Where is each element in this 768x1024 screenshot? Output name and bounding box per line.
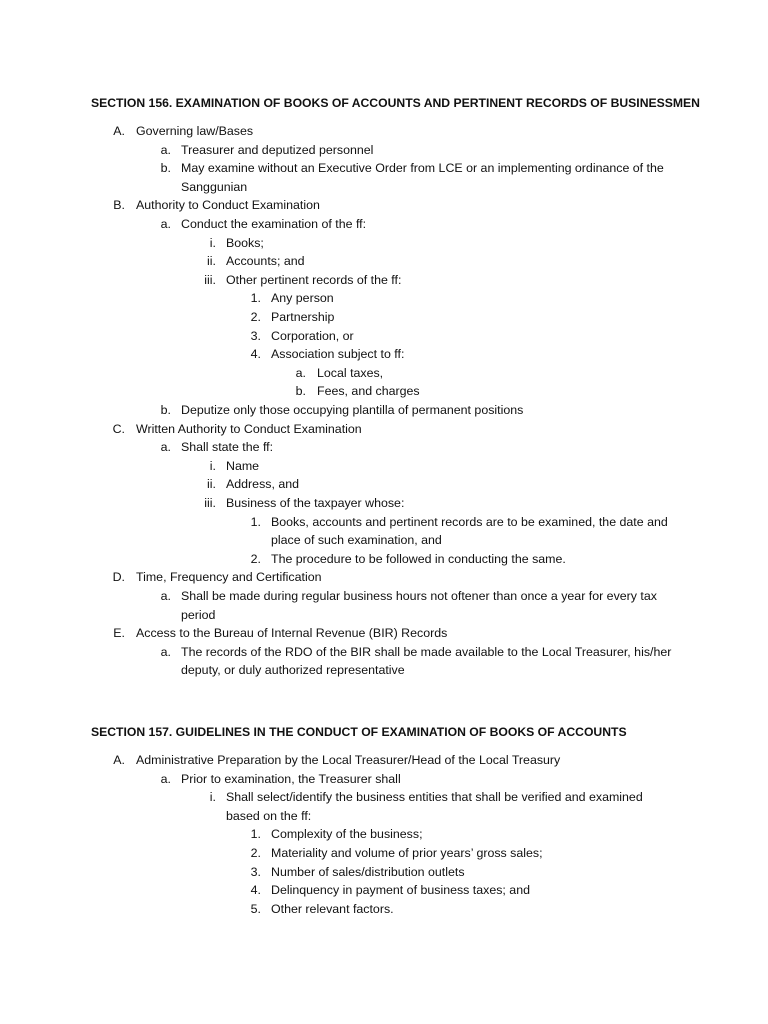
outline-marker: iii. bbox=[204, 496, 216, 510]
outline-marker: 4. bbox=[250, 883, 261, 898]
outline-item-text: May examine without an Executive Order from LCE or an implementing ordinance of the bbox=[181, 161, 664, 176]
outline-item-text: Fees, and charges bbox=[317, 384, 420, 399]
outline-marker: a. bbox=[160, 440, 171, 455]
outline-item-text: Books; bbox=[226, 235, 264, 250]
outline-item-text: place of such examination, and bbox=[271, 533, 442, 548]
outline-item-text: Access to the Bureau of Internal Revenue (BIR) Records bbox=[136, 626, 448, 641]
outline-item-text: Written Authority to Conduct Examination bbox=[136, 421, 362, 436]
outline-item-text: Address, and bbox=[226, 477, 300, 492]
outline-marker: b. bbox=[160, 403, 171, 417]
outline-marker: b. bbox=[295, 384, 306, 399]
outline-marker: ii. bbox=[207, 254, 216, 269]
outline-item-text: Time, Frequency and Certification bbox=[136, 570, 322, 585]
outline-item-text: period bbox=[181, 607, 216, 622]
outline-marker: a. bbox=[160, 589, 171, 603]
outline-item-text: Partnership bbox=[271, 310, 335, 324]
outline-item-text: The records of the RDO of the BIR shall be made available to the Local Treasurer, his/her bbox=[181, 644, 672, 659]
section-156-heading: SECTION 156. EXAMINATION OF BOOKS OF ACCOUNTS AND PERTINENT RECORDS OF BUSINESSMEN bbox=[91, 96, 700, 110]
outline-marker: 2. bbox=[250, 551, 261, 566]
outline-item-text: deputy, or duly authorized representative bbox=[181, 663, 405, 678]
outline-item-text: Association subject to ff: bbox=[271, 347, 405, 362]
outline-marker: A. bbox=[113, 124, 125, 138]
outline-marker: 1. bbox=[250, 514, 261, 529]
outline-item-text: Business of the taxpayer whose: bbox=[226, 496, 405, 510]
outline-marker: iii. bbox=[204, 272, 216, 287]
outline-item-text: Authority to Conduct Examination bbox=[136, 198, 320, 213]
outline-marker: ii. bbox=[207, 477, 216, 492]
outline-item-text: Shall be made during regular business hours not oftener than once a year for every tax bbox=[181, 589, 657, 603]
outline-item-text: Materiality and volume of prior years’ gross sales; bbox=[271, 846, 543, 860]
outline-marker: a. bbox=[160, 771, 171, 786]
outline-marker: a. bbox=[160, 142, 171, 157]
outline-item-text: Deputize only those occupying plantilla of permanent positions bbox=[181, 403, 524, 417]
outline-item-text: Shall state the ff: bbox=[181, 440, 274, 455]
outline-marker: a. bbox=[160, 644, 171, 659]
outline-marker: i. bbox=[209, 458, 216, 473]
outline-marker: 5. bbox=[250, 901, 261, 916]
outline-item-text: Treasurer and deputized personnel bbox=[181, 142, 374, 157]
outline-marker: b. bbox=[160, 161, 171, 176]
outline-item-text: Other relevant factors. bbox=[271, 901, 394, 916]
outline-marker: 1. bbox=[250, 827, 261, 842]
section-157-heading: SECTION 157. GUIDELINES IN THE CONDUCT OF EXAMINATION OF BOOKS OF ACCOUNTS bbox=[91, 725, 627, 739]
outline-item-text: Shall select/identify the business entities that shall be verified and examined bbox=[226, 790, 643, 805]
outline-item-text: Books, accounts and pertinent records are to be examined, the date and bbox=[271, 514, 668, 529]
outline-item-text: Any person bbox=[271, 291, 334, 306]
outline-item-text: Number of sales/distribution outlets bbox=[271, 864, 465, 879]
outline-marker: E. bbox=[113, 626, 125, 641]
outline-item-text: Governing law/Bases bbox=[136, 124, 254, 138]
outline-item-text: Other pertinent records of the ff: bbox=[226, 272, 402, 287]
outline-marker: C. bbox=[112, 421, 125, 436]
outline-item-text: Corporation, or bbox=[271, 328, 354, 343]
outline-marker: A. bbox=[113, 753, 125, 767]
outline-marker: 2. bbox=[250, 310, 261, 324]
outline-item-text: Sanggunian bbox=[181, 179, 248, 194]
outline-item-text: Local taxes, bbox=[317, 365, 384, 380]
outline-item-text: Administrative Preparation by the Local Treasurer/Head of the Local Treasury bbox=[136, 753, 561, 767]
outline-item-text: Accounts; and bbox=[226, 254, 305, 269]
outline-marker: 4. bbox=[250, 347, 261, 362]
outline-item-text: Prior to examination, the Treasurer shall bbox=[181, 771, 401, 786]
outline-item-text: The procedure to be followed in conducting the same. bbox=[271, 551, 566, 566]
outline-marker: 3. bbox=[250, 328, 261, 343]
outline-item-text: Complexity of the business; bbox=[271, 827, 423, 842]
outline-marker: D. bbox=[112, 570, 125, 585]
outline-marker: B. bbox=[113, 198, 125, 213]
outline-marker: 3. bbox=[250, 864, 261, 879]
outline-marker: a. bbox=[160, 217, 171, 231]
outline-item-text: based on the ff: bbox=[226, 808, 312, 823]
outline-marker: 1. bbox=[250, 291, 261, 306]
outline-marker: 2. bbox=[250, 846, 261, 860]
outline-marker: i. bbox=[209, 790, 216, 805]
outline-marker: a. bbox=[295, 365, 306, 380]
outline-item-text: Name bbox=[226, 458, 260, 473]
outline-item-text: Conduct the examination of the ff: bbox=[181, 217, 367, 231]
outline-marker: i. bbox=[209, 235, 216, 250]
outline-item-text: Delinquency in payment of business taxes; and bbox=[271, 883, 530, 898]
